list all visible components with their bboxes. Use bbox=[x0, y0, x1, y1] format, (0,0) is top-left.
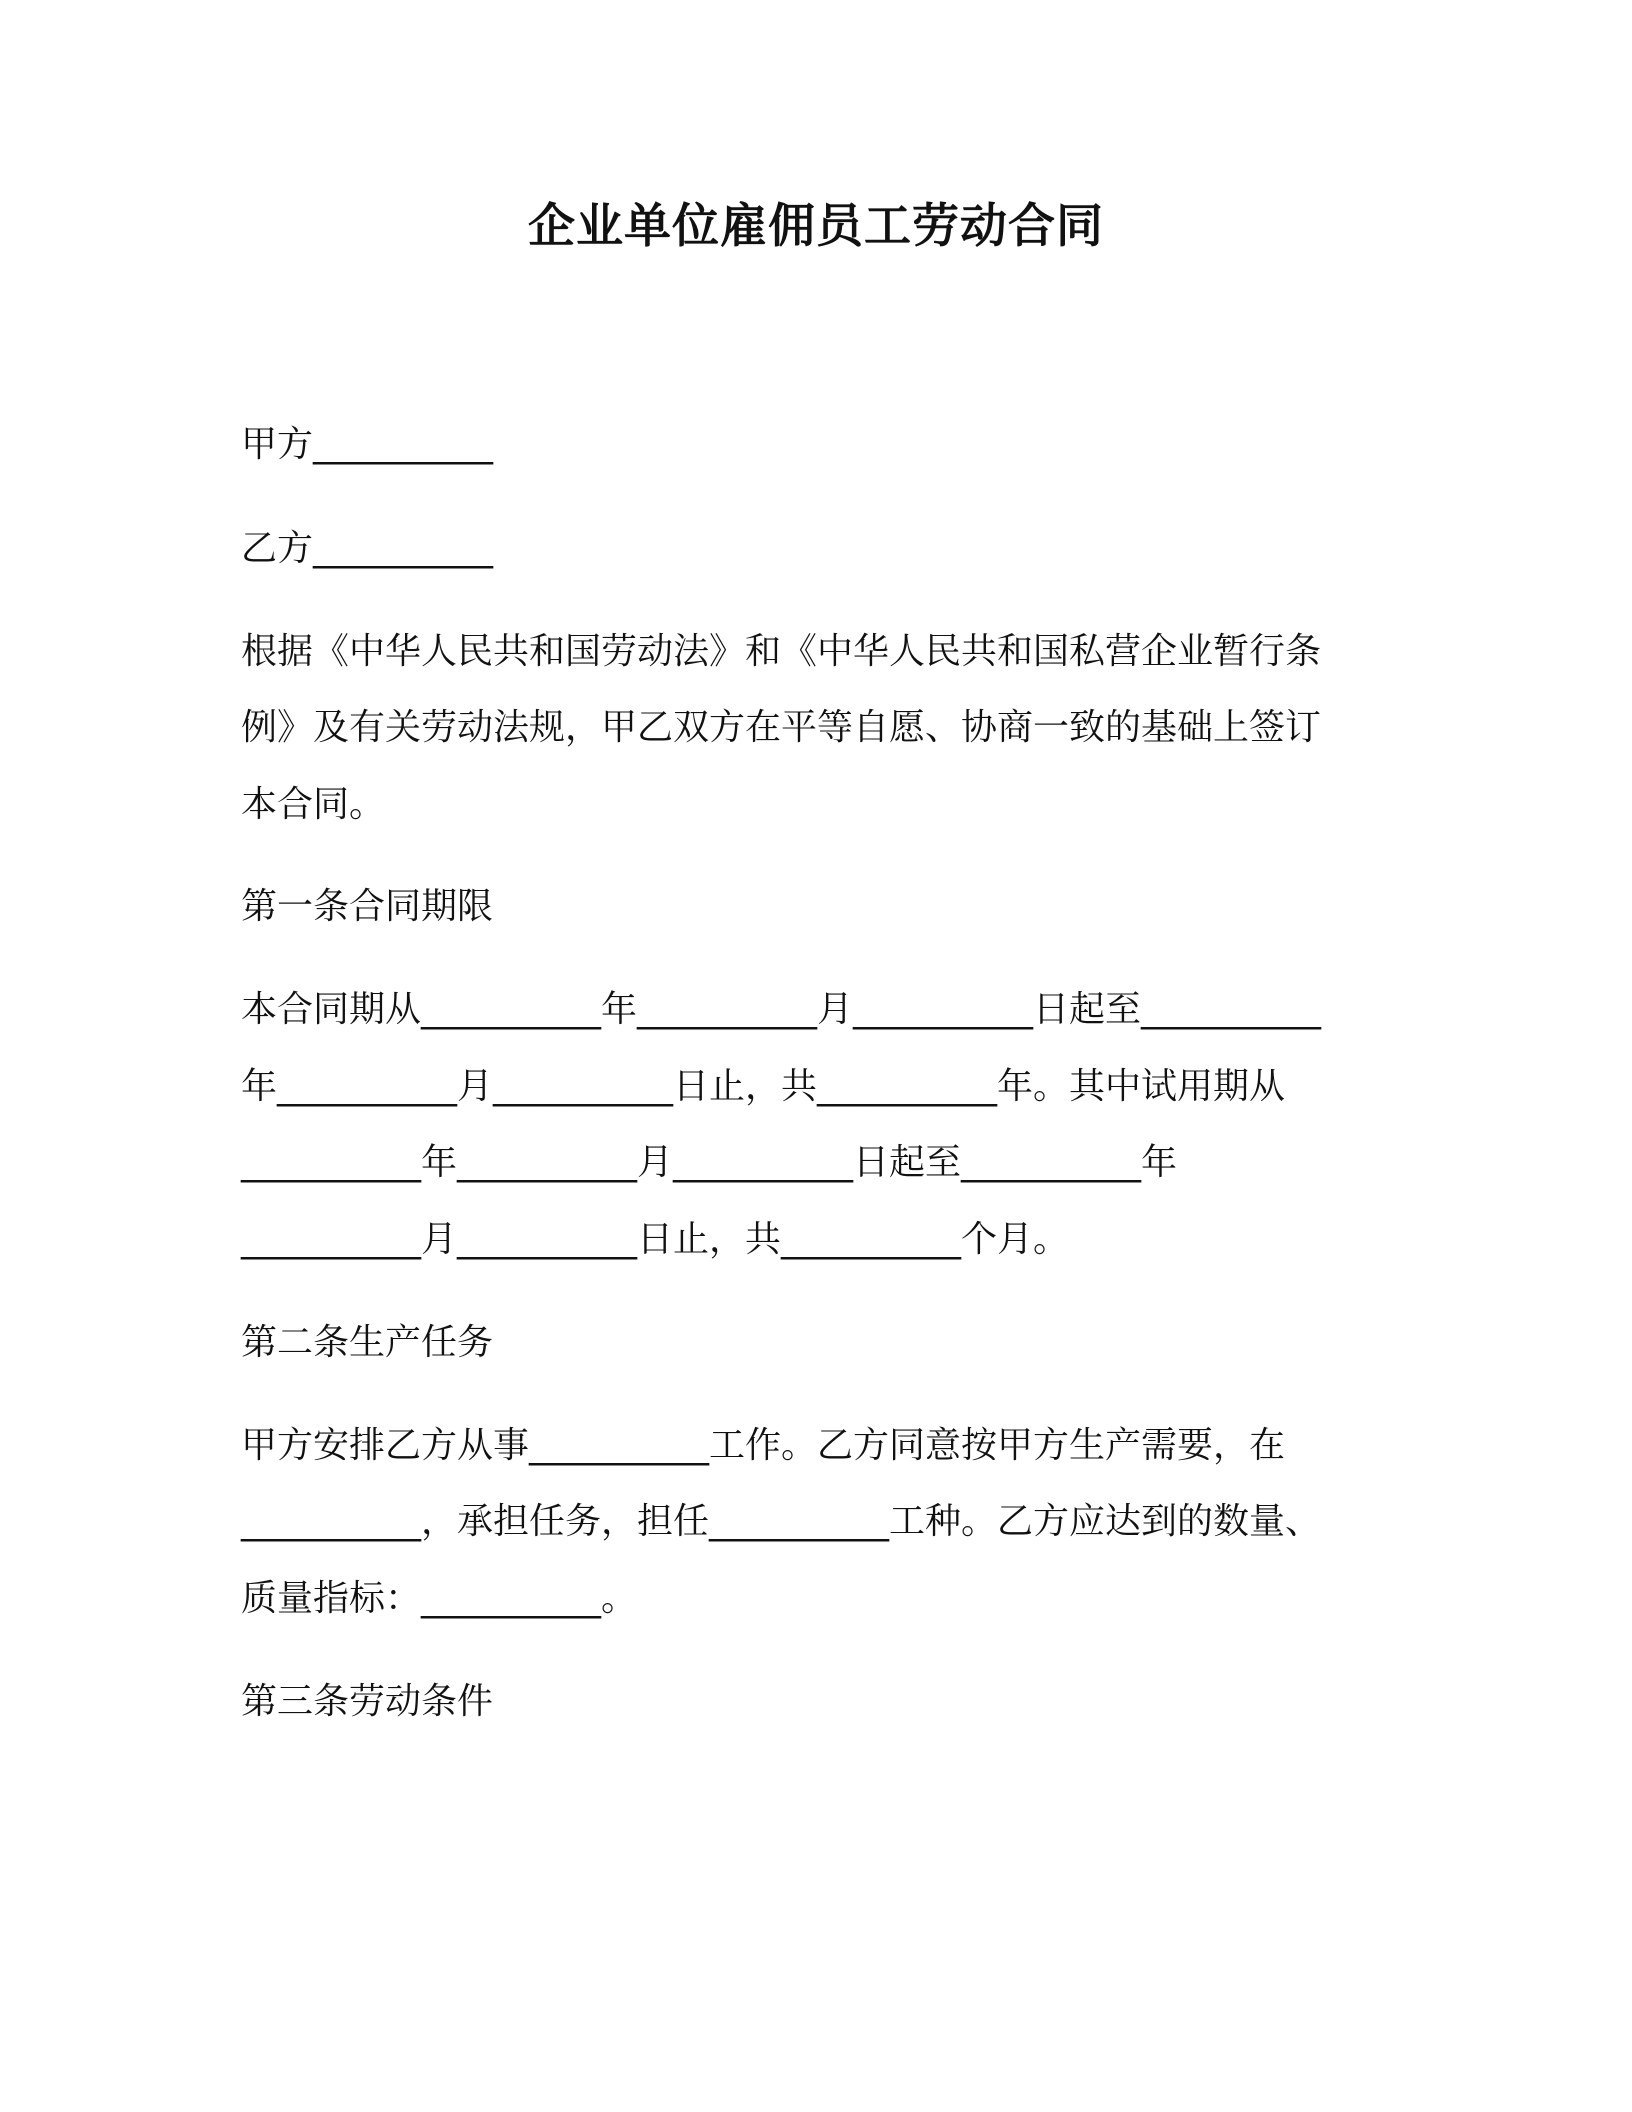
article-2-line-2: __________，承担任务，担任__________工种。乙方应达到的数量、 bbox=[241, 1501, 1322, 1542]
article-1-line-1: 本合同期从__________年__________月__________日起至__________ bbox=[241, 989, 1322, 1030]
article-2-line-1: 甲方安排乙方从事__________工作。乙方同意按甲方生产需要，在 bbox=[241, 1425, 1286, 1466]
preamble-line-2: 例》及有关劳动法规，甲乙双方在平等自愿、协商一致的基础上签订 bbox=[241, 707, 1322, 748]
article-2-line-3: 质量指标：__________。 bbox=[241, 1578, 638, 1619]
article-3-heading: 第三条劳动条件 bbox=[241, 1681, 494, 1722]
article-2-heading: 第二条生产任务 bbox=[241, 1322, 494, 1363]
party-a-line: 甲方__________ bbox=[241, 424, 494, 465]
article-1-line-3: __________年__________月__________日起至__________年 bbox=[241, 1142, 1178, 1183]
document-title: 企业单位雇佣员工劳动合同 bbox=[528, 199, 1104, 254]
article-1-heading: 第一条合同期限 bbox=[241, 886, 494, 927]
article-1-line-4: __________月__________日止，共__________个月。 bbox=[241, 1219, 1070, 1260]
party-b-line: 乙方__________ bbox=[241, 528, 494, 569]
preamble-line-3: 本合同。 bbox=[241, 784, 386, 825]
article-1-line-2: 年__________月__________日止，共__________年。其中试用期从 bbox=[241, 1066, 1286, 1107]
preamble-line-1: 根据《中华人民共和国劳动法》和《中华人民共和国私营企业暂行条 bbox=[241, 631, 1322, 672]
